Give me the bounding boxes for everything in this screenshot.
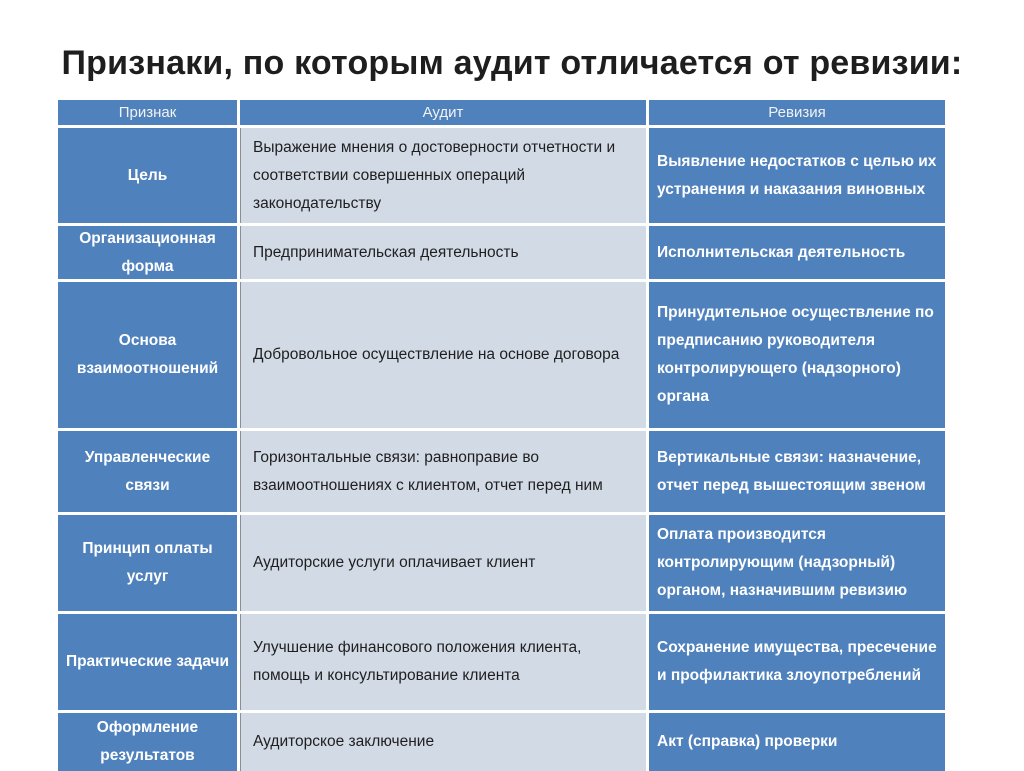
revision-cell: Исполнительская деятельность [649, 226, 945, 279]
page-title: Признаки, по которым аудит отличается от ревизии: [61, 44, 963, 82]
revision-cell: Оплата производится контролирующим (надзорный) органом, назначившим ревизию [649, 515, 945, 611]
audit-cell: Горизонтальные связи: равноправие во взаимоотношениях с клиентом, отчет перед ним [240, 431, 646, 512]
revision-cell: Акт (справка) проверки [649, 713, 945, 771]
revision-cell: Вертикальные связи: назначение, отчет перед вышестоящим звеном [649, 431, 945, 512]
header-revision: Ревизия [649, 100, 945, 125]
row-label: Практические задачи [58, 614, 237, 710]
row-label: Цель [58, 128, 237, 223]
audit-cell: Выражение мнения о достоверности отчетности и соответствии совершенных операций законодательству [240, 128, 646, 223]
audit-cell: Улучшение финансового положения клиента, помощь и консультирование клиента [240, 614, 646, 710]
row-label: Оформление результатов [58, 713, 237, 771]
audit-cell: Добровольное осуществление на основе договора [240, 282, 646, 428]
comparison-table [58, 100, 945, 771]
row-label: Управленческие связи [58, 431, 237, 512]
revision-cell: Сохранение имущества, пресечение и профилактика злоупотреблений [649, 614, 945, 710]
row-label: Организационная форма [58, 226, 237, 279]
revision-cell: Принудительное осуществление по предписанию руководителя контролирующего (надзорного) органа [649, 282, 945, 428]
audit-cell: Аудиторские услуги оплачивает клиент [240, 515, 646, 611]
row-label: Основа взаимоотношений [58, 282, 237, 428]
audit-cell: Предпринимательская деятельность [240, 226, 646, 279]
header-audit: Аудит [240, 100, 646, 125]
revision-cell: Выявление недостатков с целью их устранения и наказания виновных [649, 128, 945, 223]
header-criterion: Признак [58, 100, 237, 125]
audit-cell: Аудиторское заключение [240, 713, 646, 771]
row-label: Принцип оплаты услуг [58, 515, 237, 611]
